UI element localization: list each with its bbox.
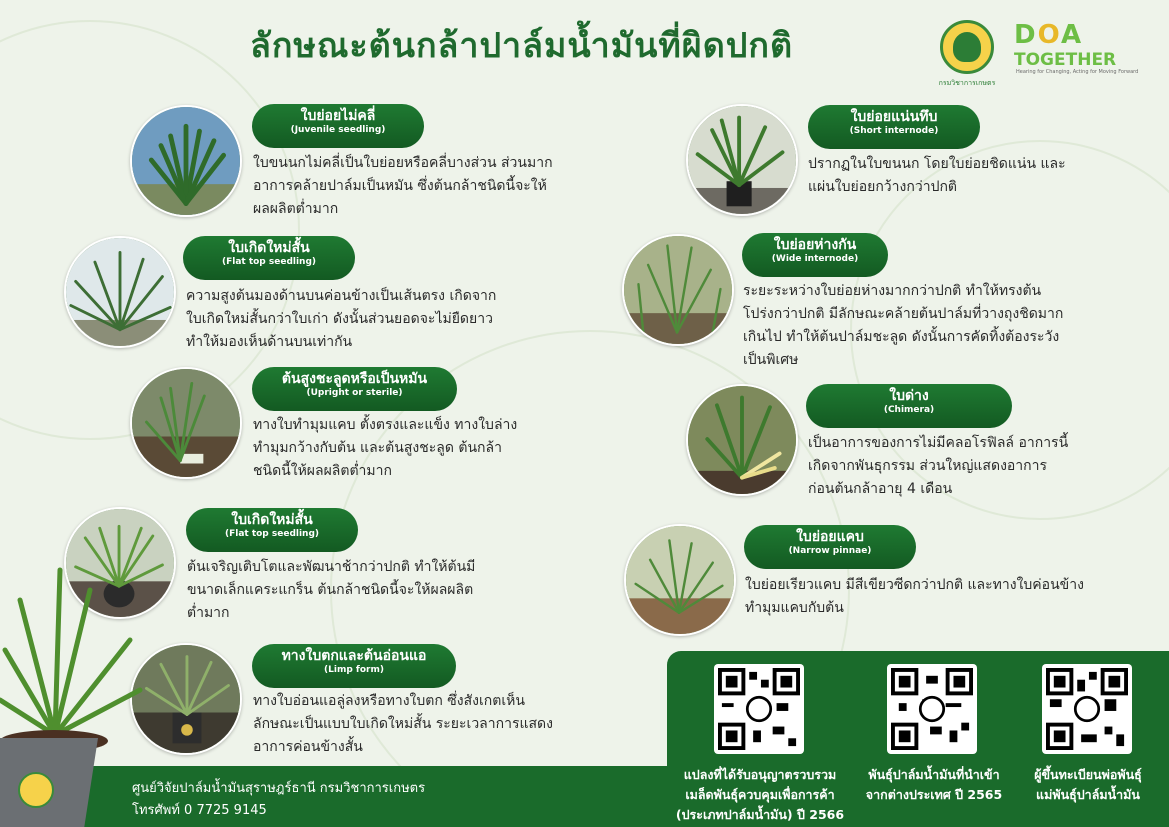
item-description: ทางใบอ่อนแอลู่ลงหรือทางใบตก ซึ่งสังเกตเห็น ลักษณะเป็นแบบใบเกิดใหม่สั้น ระยะเวลาการแสดง อาการค่อนข้างสั้น	[253, 693, 553, 755]
doa-tagline: Hearing for Changing, Acting for Moving Forward	[1016, 69, 1139, 75]
label-pill: ใบเกิดใหม่สั้น (Flat top seedling)	[183, 236, 355, 280]
item-description: ใบย่อยเรียวแคบ มีสีเขียวซีดกว่าปกติ และทางใบค่อนข้าง ทำมุมแคบกับต้น	[745, 577, 1084, 616]
qr-caption: พันธุ์ปาล์มน้ำมันที่นำเข้า จากต่างประเทศ ปี 2565	[865, 767, 1003, 802]
seedling-photo-chimera	[686, 384, 798, 496]
label-pill: ใบย่อยห่างกัน (Wide internode)	[742, 233, 888, 277]
label-pill: ใบด่าง (Chimera)	[806, 384, 1012, 428]
seedling-photo-short-internode	[686, 104, 798, 216]
qr-code-permitted-plots[interactable]	[714, 664, 804, 754]
label-pill: ใบย่อยไม่คลี่ (Juvenile seedling)	[252, 104, 424, 148]
doa-seal-icon	[18, 772, 54, 808]
qr-caption: ผู้ขึ้นทะเบียนพ่อพันธุ์ แม่พันธุ์ปาล์มน้ำมัน	[1034, 767, 1142, 802]
qr-code-registered-parents[interactable]	[1042, 664, 1132, 754]
qr-code-imported-varieties[interactable]	[887, 664, 977, 754]
palm-decoration	[0, 560, 150, 740]
seal-caption: กรมวิชาการเกษตร	[938, 79, 996, 87]
seedling-photo-juvenile	[130, 105, 242, 217]
item-description: ความสูงต้นมองด้านบนค่อนข้างเป็นเส้นตรง เกิดจาก ใบเกิดใหม่สั้นกว่าใบเก่า ดังนั้นส่วนยอดจะไม่ยืดยาว ทำให้มองเห็นด้านบนเท่ากัน	[186, 288, 497, 350]
doa-logo: DOA	[1014, 20, 1084, 50]
seedling-photo-upright	[130, 367, 242, 479]
label-pill: ใบย่อยแน่นทึบ (Short internode)	[808, 105, 980, 149]
item-description: ระยะระหว่างใบย่อยห่างมากกว่าปกติ ทำให้ทรงต้น โปร่งกว่าปกติ มีลักษณะคล้ายต้นปาล์มที่วางถุงชิดมาก เกินไป ทำให้ต้นปาล์มชะลูด ดังนั้นการคัดทิ้งต้องระวัง เป็นพิเศษ	[743, 283, 1064, 368]
footer-contact: ศูนย์วิจัยปาล์มน้ำมันสุราษฎร์ธานี กรมวิชาการเกษตร โทรศัพท์ 0 7725 9145	[132, 781, 426, 818]
item-description: เป็นอาการของการไม่มีคลอโรฟิลล์ อาการนี้ เกิดจากพันธุกรรม ส่วนใหญ่แสดงอาการ ก่อนต้นกล้าอายุ 4 เดือน	[808, 435, 1069, 497]
item-description: ใบขนนกไม่คลี่เป็นใบย่อยหรือคลี่บางส่วน ส่วนมาก อาการคล้ายปาล์มเป็นหมัน ซึ่งต้นกล้าชนิดนี้จะให้ ผลผลิตต่ำมาก	[253, 155, 553, 217]
page-title: ลักษณะต้นกล้าปาล์มน้ำมันที่ผิดปกติ	[250, 26, 794, 66]
item-description: ทางใบทำมุมแคบ ตั้งตรงและแข็ง ทางใบล่าง ทำมุมกว้างกับต้น และต้นสูงชะลูด ต้นกล้า ชนิดนี้ให้ผลผลิตต่ำมาก	[253, 417, 518, 479]
together-logo: TOGETHER	[1014, 50, 1117, 70]
label-pill: ใบเกิดใหม่สั้น (Flat top seedling)	[186, 508, 358, 552]
seedling-photo-wide-internode	[622, 234, 734, 346]
label-pill: ทางใบตกและต้นอ่อนแอ (Limp form)	[252, 644, 456, 688]
label-pill: ต้นสูงชะลูดหรือเป็นหมัน (Upright or sterile)	[252, 367, 457, 411]
doa-seal-logo	[940, 20, 994, 74]
qr-caption: แปลงที่ได้รับอนุญาตรวบรวม เมล็ดพันธุ์ควบคุมเพื่อการค้า (ประเภทปาล์มน้ำมัน) ปี 2566	[675, 767, 845, 822]
seedling-photo-narrow-pinnae	[624, 524, 736, 636]
item-description: ปรากฏในใบขนนก โดยใบย่อยชิดแน่น และ แผ่นใบย่อยกว้างกว่าปกติ	[808, 156, 1066, 195]
seedling-photo-flat-top	[64, 236, 176, 348]
label-pill: ใบย่อยแคบ (Narrow pinnae)	[744, 525, 916, 569]
item-description: ต้นเจริญเติบโตและพัฒนาช้ากว่าปกติ ทำให้ต้นมี ขนาดเล็กแคระแกร็น ต้นกล้าชนิดนี้จะให้ผลผลิต ต่ำมาก	[187, 559, 476, 621]
